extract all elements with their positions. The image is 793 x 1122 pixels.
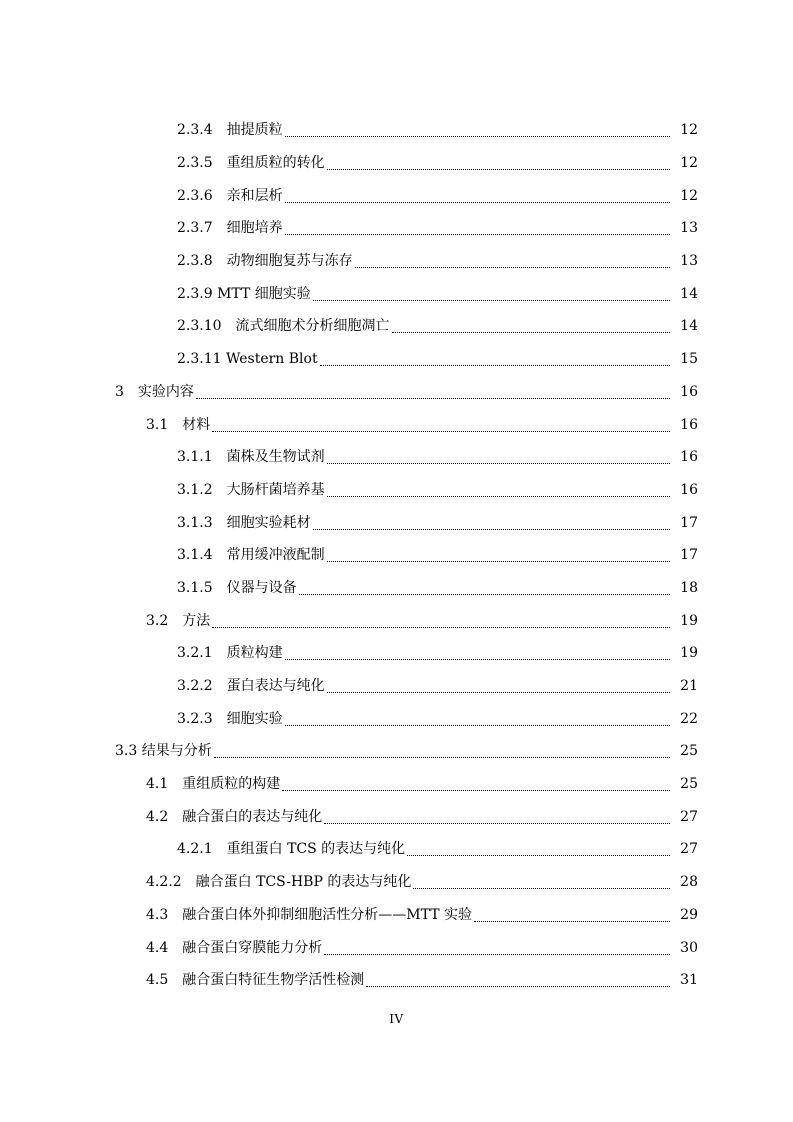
toc-entry-title: 3.2.3 细胞实验 — [177, 710, 283, 727]
toc-entry[interactable] — [0, 964, 793, 997]
toc-entry[interactable] — [0, 245, 793, 278]
dot-leader — [324, 953, 670, 955]
toc-entry[interactable] — [0, 277, 793, 310]
toc-entry-title: 4.3 融合蛋白体外抑制细胞活性分析——MTT 实验 — [146, 906, 472, 923]
dot-leader — [285, 724, 670, 726]
toc-entry-title: 3.2.2 蛋白表达与纯化 — [177, 678, 325, 695]
toc-entry-title: 3.1.4 常用缓冲液配制 — [177, 547, 325, 564]
toc-entry[interactable] — [0, 147, 793, 180]
toc-entry-page: 14 — [680, 318, 698, 335]
toc-entry[interactable] — [0, 408, 793, 441]
toc-entry[interactable] — [0, 539, 793, 572]
toc-entry[interactable] — [0, 735, 793, 768]
toc-entry[interactable] — [0, 670, 793, 703]
toc-entry-title: 3.1.1 菌株及生物试剂 — [177, 449, 325, 466]
toc-entry[interactable] — [0, 441, 793, 474]
toc-entry-title: 3.3 结果与分析 — [115, 743, 212, 760]
toc-entry[interactable] — [0, 702, 793, 735]
toc-entry-page: 25 — [680, 743, 698, 760]
dot-leader — [285, 135, 670, 137]
dot-leader — [282, 789, 670, 791]
dot-leader — [392, 331, 670, 333]
dot-leader — [285, 233, 670, 235]
toc-entry-title: 4.2.1 重组蛋白 TCS 的表达与纯化 — [177, 841, 406, 858]
toc-entry[interactable] — [0, 899, 793, 932]
dot-leader — [212, 430, 670, 432]
toc-entry-title: 2.3.5 重组质粒的转化 — [177, 155, 325, 172]
toc-entry-page: 17 — [680, 547, 698, 564]
dot-leader — [327, 691, 670, 693]
dot-leader — [313, 299, 670, 301]
toc-entry-title: 4.5 融合蛋白特征生物学活性检测 — [146, 972, 365, 989]
table-of-contents — [0, 114, 793, 997]
toc-entry-page: 22 — [680, 710, 698, 727]
toc-entry[interactable] — [0, 376, 793, 409]
toc-entry[interactable] — [0, 604, 793, 637]
toc-entry[interactable] — [0, 474, 793, 507]
toc-entry-page: 13 — [680, 253, 698, 270]
toc-entry-title: 2.3.9 MTT 细胞实验 — [177, 285, 311, 302]
dot-leader — [299, 593, 670, 595]
toc-entry-page: 14 — [680, 285, 698, 302]
toc-entry-title: 4.1 重组质粒的构建 — [146, 776, 281, 793]
toc-entry-page: 16 — [680, 416, 698, 433]
toc-entry[interactable] — [0, 343, 793, 376]
toc-entry[interactable] — [0, 506, 793, 539]
toc-entry-title: 3 实验内容 — [115, 383, 194, 400]
toc-entry[interactable] — [0, 833, 793, 866]
toc-entry-title: 4.4 融合蛋白穿膜能力分析 — [146, 939, 323, 956]
toc-entry[interactable] — [0, 114, 793, 147]
dot-leader — [320, 364, 670, 366]
toc-entry-page: 21 — [680, 678, 698, 695]
toc-entry-page: 31 — [680, 972, 698, 989]
toc-entry[interactable] — [0, 866, 793, 899]
toc-entry-title: 3.2 方法 — [146, 612, 211, 629]
toc-entry-page: 12 — [680, 187, 698, 204]
toc-entry[interactable] — [0, 212, 793, 245]
toc-entry-page: 25 — [680, 776, 698, 793]
dot-leader — [366, 985, 670, 987]
toc-entry-page: 13 — [680, 220, 698, 237]
toc-entry[interactable] — [0, 931, 793, 964]
dot-leader — [407, 854, 670, 856]
toc-entry-page: 19 — [680, 645, 698, 662]
toc-entry-page: 18 — [680, 579, 698, 596]
toc-entry[interactable] — [0, 768, 793, 801]
dot-leader — [327, 168, 670, 170]
toc-entry-title: 2.3.4 抽提质粒 — [177, 122, 283, 139]
toc-entry-page: 16 — [680, 449, 698, 466]
toc-entry-page: 16 — [680, 383, 698, 400]
toc-entry-title: 2.3.11 Western Blot — [177, 351, 318, 368]
dot-leader — [285, 201, 670, 203]
toc-entry-page: 27 — [680, 841, 698, 858]
toc-entry-page: 15 — [680, 351, 698, 368]
toc-entry-title: 3.1 材料 — [146, 416, 211, 433]
toc-entry-title: 2.3.6 亲和层析 — [177, 187, 283, 204]
toc-entry-title: 3.1.2 大肠杆菌培养基 — [177, 481, 325, 498]
dot-leader — [212, 626, 670, 628]
toc-entry[interactable] — [0, 637, 793, 670]
toc-entry-title: 2.3.7 细胞培养 — [177, 220, 283, 237]
toc-entry-page: 12 — [680, 155, 698, 172]
toc-entry-page: 28 — [680, 874, 698, 891]
dot-leader — [285, 658, 670, 660]
toc-entry[interactable] — [0, 179, 793, 212]
dot-leader — [474, 920, 670, 922]
toc-entry-page: 27 — [680, 808, 698, 825]
toc-entry-page: 30 — [680, 939, 698, 956]
toc-entry-title: 3.2.1 质粒构建 — [177, 645, 283, 662]
toc-entry-title: 4.2.2 融合蛋白 TCS-HBP 的表达与纯化 — [146, 874, 412, 891]
toc-entry-title: 4.2 融合蛋白的表达与纯化 — [146, 808, 323, 825]
toc-entry-title: 3.1.3 细胞实验耗材 — [177, 514, 311, 531]
dot-leader — [413, 887, 670, 889]
dot-leader — [214, 756, 670, 758]
page-number-footer: IV — [389, 1012, 404, 1026]
toc-entry-title: 2.3.8 动物细胞复苏与冻存 — [177, 253, 353, 270]
toc-entry-title: 2.3.10 流式细胞术分析细胞凋亡 — [177, 318, 390, 335]
dot-leader — [355, 266, 670, 268]
toc-entry-page: 12 — [680, 122, 698, 139]
toc-entry-page: 16 — [680, 481, 698, 498]
toc-entry[interactable] — [0, 572, 793, 605]
toc-entry[interactable] — [0, 310, 793, 343]
toc-entry-page: 19 — [680, 612, 698, 629]
toc-entry[interactable] — [0, 800, 793, 833]
dot-leader — [327, 560, 670, 562]
dot-leader — [327, 462, 670, 464]
toc-entry-page: 29 — [680, 906, 698, 923]
dot-leader — [327, 495, 670, 497]
dot-leader — [324, 822, 670, 824]
dot-leader — [196, 397, 670, 399]
toc-entry-page: 17 — [680, 514, 698, 531]
toc-entry-title: 3.1.5 仪器与设备 — [177, 579, 297, 596]
dot-leader — [313, 528, 670, 530]
